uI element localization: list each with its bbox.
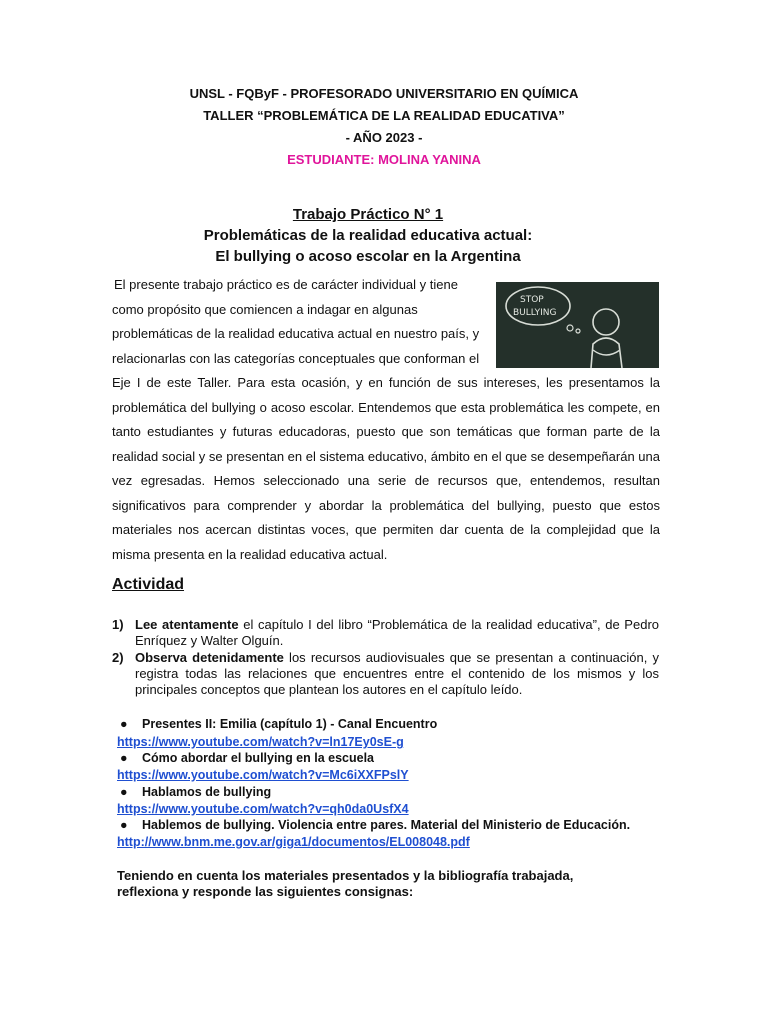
intro-line: relacionarlas con las categorías conceptuales que conforman el — [112, 350, 480, 366]
item-bold: Lee atentamente — [135, 617, 239, 632]
assignment-topic: El bullying o acoso escolar en la Argentina — [215, 248, 521, 265]
resource-link[interactable]: https://www.youtube.com/watch?v=Mc6iXXFPslY — [117, 768, 409, 782]
assignment-subtitle: Problemáticas de la realidad educativa actual: — [203, 227, 533, 244]
item-number: 2) — [112, 650, 124, 665]
closing-instructions: Teniendo en cuenta los materiales presentados y la bibliografía trabajada, reflexiona y responde las siguientes consignas: — [117, 868, 574, 899]
year-header: - AÑO 2023 - — [345, 130, 423, 145]
resource-title: ● Presentes II: Emilia (capítulo 1) - Canal Encuentro — [120, 717, 438, 731]
bullet-icon: ● — [120, 818, 128, 832]
activity-item-1 — [135, 617, 659, 649]
university-header: UNSL - FQByF - PROFESORADO UNIVERSITARIO EN QUÍMICA — [189, 86, 579, 101]
intro-line: El presente trabajo práctico es de carácter individual y tiene — [114, 277, 458, 292]
bullet-icon: ● — [120, 751, 128, 765]
bullet-icon: ● — [120, 785, 128, 799]
resource-link[interactable]: https://www.youtube.com/watch?v=qh0da0UsfX4 — [117, 802, 409, 816]
item-text: el capítulo I del libro “Problemática de la realidad educativa”, de Pedro Enríquez y Walter Olguín. — [135, 617, 659, 648]
item-bold: Observa detenidamente — [135, 650, 284, 665]
intro-line: como propósito que comiencen a indagar en algunas — [112, 301, 418, 317]
activity-item-2 — [135, 650, 659, 698]
bubble-text-stop: STOP — [520, 295, 544, 305]
intro-rest: Eje I de este Taller. Para esta ocasión, y en función de sus intereses, les presentamos la problemática del bullying o acoso escolar. Entendemos que esta problemática les compete, en tanto estudiantes y futuras educadoras, puesto que son temáticas que forman parte de la realidad social y se presentan en el sistema educativo, ámbito en el que se desempeñarán una vez egresadas. Hemos seleccionado una serie de recursos que, entendemos, resultan significativos para comprender y abordar la problemática del bullying, puesto que estos materiales nos acercan distintas voces, que permiten dar cuenta de la complejidad que la misma presenta en la realidad educativa actual. — [112, 375, 660, 562]
assignment-title: Trabajo Práctico N° 1 — [292, 206, 444, 223]
stop-bullying-image — [496, 282, 659, 368]
student-name: ESTUDIANTE: MOLINA YANINA — [287, 152, 481, 167]
resource-title: ● Cómo abordar el bullying en la escuela — [120, 751, 375, 765]
resource-title: ● Hablamos de bullying — [120, 785, 272, 799]
resource-link[interactable]: https://www.youtube.com/watch?v=ln17Ey0sE-g — [117, 735, 404, 749]
activity-heading: Actividad — [112, 576, 185, 593]
chalkboard-illustration — [496, 282, 659, 368]
bubble-text-bullying: BULLYING — [513, 308, 557, 318]
item-number: 1) — [112, 617, 124, 632]
intro-line: problemáticas de la realidad educativa actual en nuestro país, y — [112, 326, 480, 341]
resource-link[interactable]: http://www.bnm.me.gov.ar/giga1/documentos/EL008048.pdf — [117, 835, 470, 849]
item-text: los recursos audiovisuales que se presentan a continuación, y registra todas las relaciones que encuentres entre el contenido de los mismos y los principales conceptos que plantean los autores en el capítulo leído. — [135, 650, 660, 697]
resource-title: ● Hablemos de bullying. Violencia entre pares. Material del Ministerio de Educación. — [120, 818, 631, 832]
course-header: TALLER “PROBLEMÁTICA DE LA REALIDAD EDUCATIVA” — [203, 108, 565, 123]
bullet-icon: ● — [120, 717, 128, 731]
